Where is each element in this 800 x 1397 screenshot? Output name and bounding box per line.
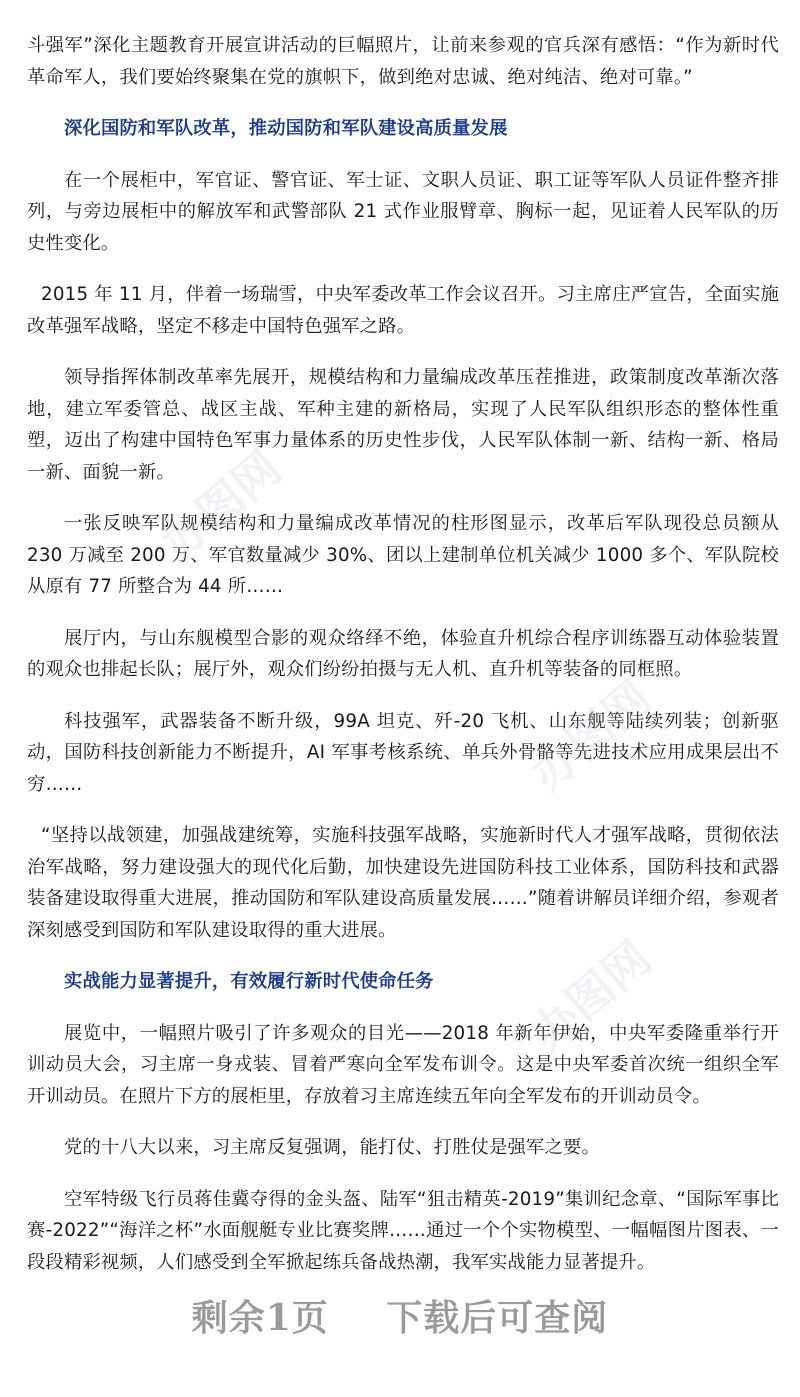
download-to-view-label: 下载后可查阅 — [386, 1297, 609, 1339]
watermark: 办图网 — [520, 670, 662, 801]
paragraph: 2015 年 11 月，伴着一场瑞雪，中央军委改革工作会议召开。习主席庄严宣告，全面实施改革强军战略，坚定不移走中国特色强军之路。 — [27, 284, 779, 337]
section-heading: 实战能力显著提升，有效履行新时代使命任务 — [64, 971, 434, 992]
watermark: 办图网 — [150, 440, 292, 571]
paragraph: 党的十八大以来，习主席反复强调，能打仗、打胜仗是强军之要。 — [64, 1137, 600, 1158]
paragraph: “坚持以战领建，加强战建统筹，实施科技强军战略，实施新时代人才强军战略，贯彻依法治军战略，努力建设强大的现代化后勤，加快建设先进国防科技工业体系，国防科技和武器装备建设取得重大进展，推动国防和军队建设高质量发展……”随着讲解员详细介绍，参观者深刻感受到国防和军队建设取得的重大进展。 — [27, 825, 779, 941]
paragraph: 展厅内，与山东舰模型合影的观众络绎不绝，体验直升机综合程序训练器互动体验装置的观众也排起长队；展厅外，观众们纷纷拍摄与无人机、直升机等装备的同框照。 — [27, 627, 779, 680]
paragraph: 领导指挥体制改革率先展开，规模结构和力量编成改革压茬推进，政策制度改革渐次落地，建立军委管总、战区主战、军种主建的新格局，实现了人民军队组织形态的整体性重塑，迈出了构建中国特色军事力量体系的历史性步伐，人民军队体制一新、结构一新、格局一新、面貌一新。 — [27, 367, 779, 483]
paragraph: 一张反映军队规模结构和力量编成改革情况的柱形图显示，改革后军队现役总员额从 230 万减至 200 万、军官数量减少 30%、团以上建制单位机关减少 1000 多个、军队院校从原有 77 所整合为 44 所…… — [27, 513, 779, 597]
remaining-pages-label: 剩余1页 — [191, 1297, 329, 1339]
download-prompt[interactable] — [0, 1290, 800, 1341]
section-heading: 深化国防和军队改革，推动国防和军队建设高质量发展 — [64, 118, 508, 139]
paragraph: 展览中，一幅照片吸引了许多观众的目光——2018 年新年伊始，中央军委隆重举行开训动员大会，习主席一身戎装、冒着严寒向全军发布训令。这是中央军委首次统一组织全军开训动员。在照片下方的展柜里，存放着习主席连续五年向全军发布的开训动员令。 — [27, 1022, 779, 1107]
paragraph: 斗强军”深化主题教育开展宣讲活动的巨幅照片，让前来参观的官兵深有感悟：“作为新时代革命军人，我们要始终聚集在党的旗帜下，做到绝对忠诚、绝对纯洁、绝对可靠。” — [27, 35, 779, 88]
article-body — [27, 30, 779, 1298]
paragraph: 空军特级飞行员蒋佳冀夺得的金头盔、陆军“狙击精英-2019”集训纪念章、“国际军事比赛-2022”“海洋之杯”水面舰艇专业比赛奖牌……通过一个个实物模型、一幅幅图片图表、一段段精彩视频，人们感受到全军掀起练兵备战热潮，我军实战能力显著提升。 — [27, 1188, 779, 1273]
watermark: 办图网 — [520, 930, 662, 1061]
paragraph: 在一个展柜中，军官证、警官证、军士证、文职人员证、职工证等军队人员证件整齐排列，与旁边展柜中的解放军和武警部队 21 式作业服臂章、胸标一起，见证着人民军队的历史性变化。 — [27, 169, 779, 254]
paragraph: 科技强军，武器装备不断升级，99A 坦克、歼-20 飞机、山东舰等陆续列装；创新驱动，国防科技创新能力不断提升，AI 军事考核系统、单兵外骨骼等先进技术应用成果层出不穷…… — [27, 710, 779, 795]
